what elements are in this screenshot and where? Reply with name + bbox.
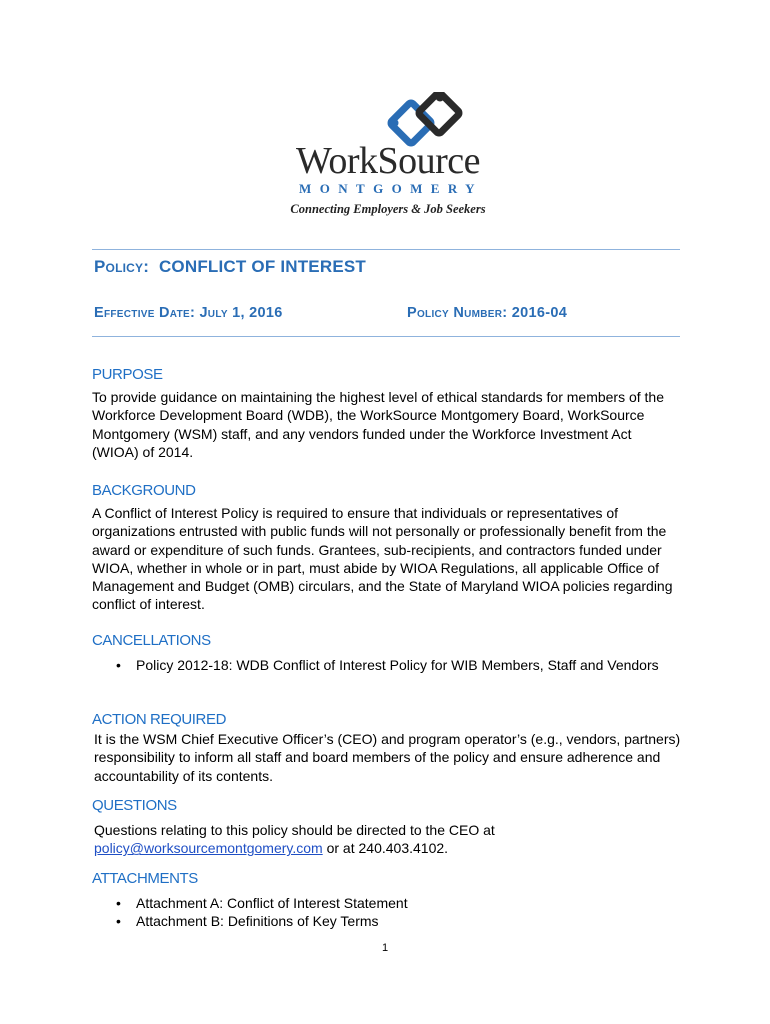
- action-required-heading: ACTION REQUIRED: [92, 711, 227, 728]
- policy-number-value: 2016-04: [511, 305, 568, 321]
- questions-heading: QUESTIONS: [92, 797, 177, 814]
- purpose-heading: PURPOSE: [92, 366, 163, 383]
- policy-email-link[interactable]: policy@worksourcemontgomery.com: [94, 840, 323, 857]
- logo-name: WorkSource: [296, 140, 480, 182]
- logo-tagline: Connecting Employers & Job Seekers: [290, 202, 486, 216]
- policy-title: [94, 257, 366, 277]
- list-item: • Attachment A: Conflict of Interest Statement: [116, 894, 676, 912]
- header-bottom-rule: [92, 336, 680, 337]
- cancellations-list: [116, 656, 676, 674]
- policy-number-label: Policy Number:: [407, 305, 508, 321]
- policy-prefix: Policy:: [94, 257, 150, 276]
- attachments-heading: ATTACHMENTS: [92, 870, 198, 887]
- policy-title-text: CONFLICT OF INTEREST: [158, 257, 366, 276]
- header-top-rule: [92, 249, 680, 250]
- list-item: • Attachment B: Definitions of Key Terms: [116, 912, 676, 930]
- questions-text: [94, 821, 684, 858]
- background-heading: BACKGROUND: [92, 482, 196, 499]
- list-item: • Policy 2012-18: WDB Conflict of Interest Policy for WIB Members, Staff and Vendors: [116, 656, 676, 674]
- policy-number: [407, 305, 567, 321]
- effective-date: [94, 305, 283, 321]
- logo-subtitle: MONTGOMERY: [299, 181, 483, 196]
- page-number: 1: [381, 942, 389, 954]
- effective-date-label: Effective Date:: [94, 305, 196, 321]
- questions-text-before: Questions relating to this policy should be directed to the CEO at: [94, 822, 495, 838]
- action-required-text: It is the WSM Chief Executive Officer’s (CEO) and program operator’s (e.g., vendors, partners) responsibility to inform all staff and board members of the policy and ensure adherence and accountability of its contents.: [94, 731, 681, 784]
- effective-date-value: July 1, 2016: [199, 305, 283, 321]
- purpose-text: To provide guidance on maintaining the highest level of ethical standards for members of the Workforce Development Board (WDB), the WorkSource Montgomery Board, WorkSource Montgomery (WSM) staff, and any vendors funded under the Workforce Investment Act (WIOA) of 2014.: [92, 389, 665, 460]
- attachments-list: [116, 894, 676, 931]
- background-text: A Conflict of Interest Policy is required to ensure that individuals or representatives of organizations entrusted with public funds will not personally or professionally benefit from the award or expenditure of such funds. Grantees, sub-recipients, and contractors funded under WIOA, whether in whole or in part, must abide by WIOA Regulations, all applicable Office of Management and Budget (OMB) circulars, and the State of Maryland WIOA policies regarding conflict of interest.: [92, 505, 673, 613]
- questions-text-after: or at 240.403.4102.: [322, 840, 449, 857]
- cancellations-heading: CANCELLATIONS: [92, 632, 211, 649]
- worksource-logo: [288, 92, 488, 222]
